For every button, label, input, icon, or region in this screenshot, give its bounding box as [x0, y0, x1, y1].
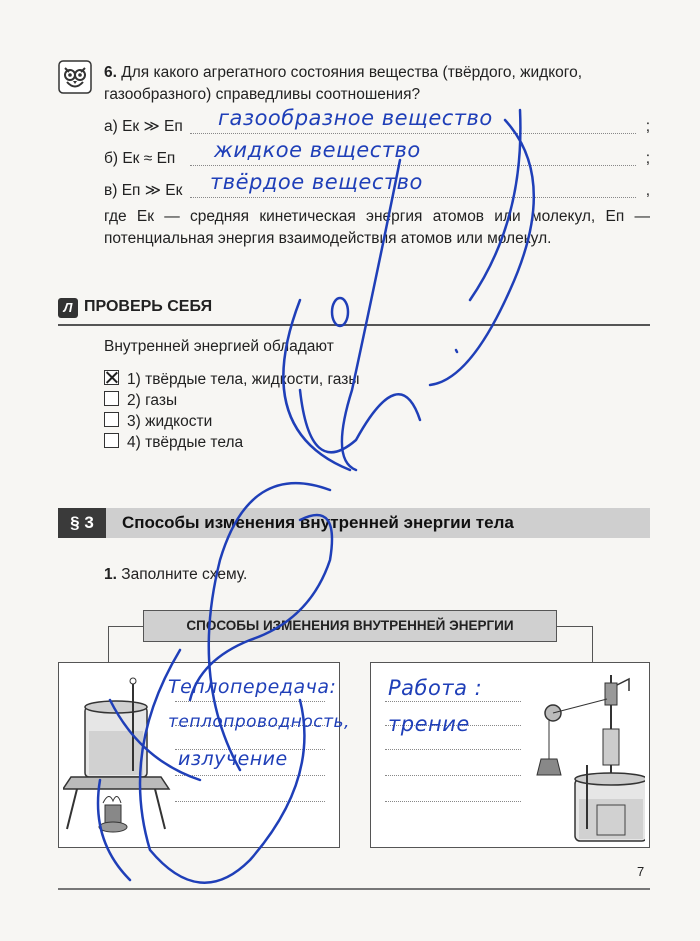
checkbox[interactable] — [104, 433, 119, 448]
page-number: 7 — [637, 864, 645, 879]
dotted-line — [190, 165, 636, 166]
handwritten-answer-a: газообразное вещество — [218, 106, 493, 130]
check-yourself-header — [58, 296, 650, 326]
answer-line-c[interactable]: в) Eп ≫ Eк , — [104, 182, 650, 199]
check-yourself-icon: Л — [58, 298, 78, 318]
scheme-title: СПОСОБЫ ИЗМЕНЕНИЯ ВНУТРЕННЕЙ ЭНЕРГИИ — [143, 610, 557, 642]
handwritten-answer-c: твёрдое вещество — [210, 170, 423, 194]
dotted-line — [190, 133, 636, 134]
checkbox-checked[interactable] — [104, 370, 119, 385]
test-question: Внутренней энергией обладают — [104, 338, 334, 355]
question-6 — [104, 62, 650, 106]
task-1: 1. Заполните схему. — [104, 566, 248, 583]
heating-apparatus-illustration — [63, 671, 175, 841]
section-header — [58, 508, 650, 538]
footer-rule — [58, 888, 650, 890]
option-4[interactable]: 4) твёрдые тела — [104, 433, 243, 453]
connector — [592, 626, 593, 662]
question-text: Для какого агрегатного состояния вещества (твёрдого, жидкого, газообразного) справедливы соотношения? — [104, 64, 583, 103]
connector — [108, 626, 143, 627]
option-3[interactable]: 3) жидкости — [104, 412, 212, 432]
handwritten-left-3: излучение — [178, 748, 288, 770]
definitions: где Eк — средняя кинетическая энергия атомов или молекул, Eп — потенциальная энергия взаимодействия атомов или молекул. — [104, 208, 650, 247]
option-1[interactable]: 1) твёрдые тела, жидкости, газы — [104, 370, 360, 390]
connector — [557, 626, 592, 627]
checkbox[interactable] — [104, 412, 119, 427]
connector — [108, 626, 109, 662]
option-2[interactable]: 2) газы — [104, 391, 177, 411]
handwritten-left-1: Теплопередача: — [168, 676, 337, 698]
handwritten-right-1: Работа : — [388, 676, 483, 700]
handwritten-right-2: трение — [388, 712, 470, 736]
handwritten-left-2: теплопроводность, — [168, 712, 350, 732]
answer-label: б) Eк ≈ Eп — [104, 150, 176, 167]
section-title: Способы изменения внутренней энергии тела — [122, 513, 514, 532]
dotted-line — [190, 197, 636, 198]
answer-label: а) Eк ≫ Eп — [104, 118, 183, 135]
answer-label: в) Eп ≫ Eк — [104, 182, 183, 199]
answer-line-a[interactable]: а) Eк ≫ Eп ; — [104, 118, 650, 135]
question-number: 6. — [104, 64, 117, 81]
section-number: § 3 — [58, 508, 106, 538]
answer-line-b[interactable]: б) Eк ≈ Eп ; — [104, 150, 650, 167]
checkbox[interactable] — [104, 391, 119, 406]
friction-apparatus-illustration — [531, 669, 645, 845]
handwritten-answer-b: жидкое вещество — [214, 138, 421, 162]
check-yourself-title: ПРОВЕРЬ СЕБЯ — [84, 298, 213, 315]
owl-icon — [58, 60, 92, 94]
